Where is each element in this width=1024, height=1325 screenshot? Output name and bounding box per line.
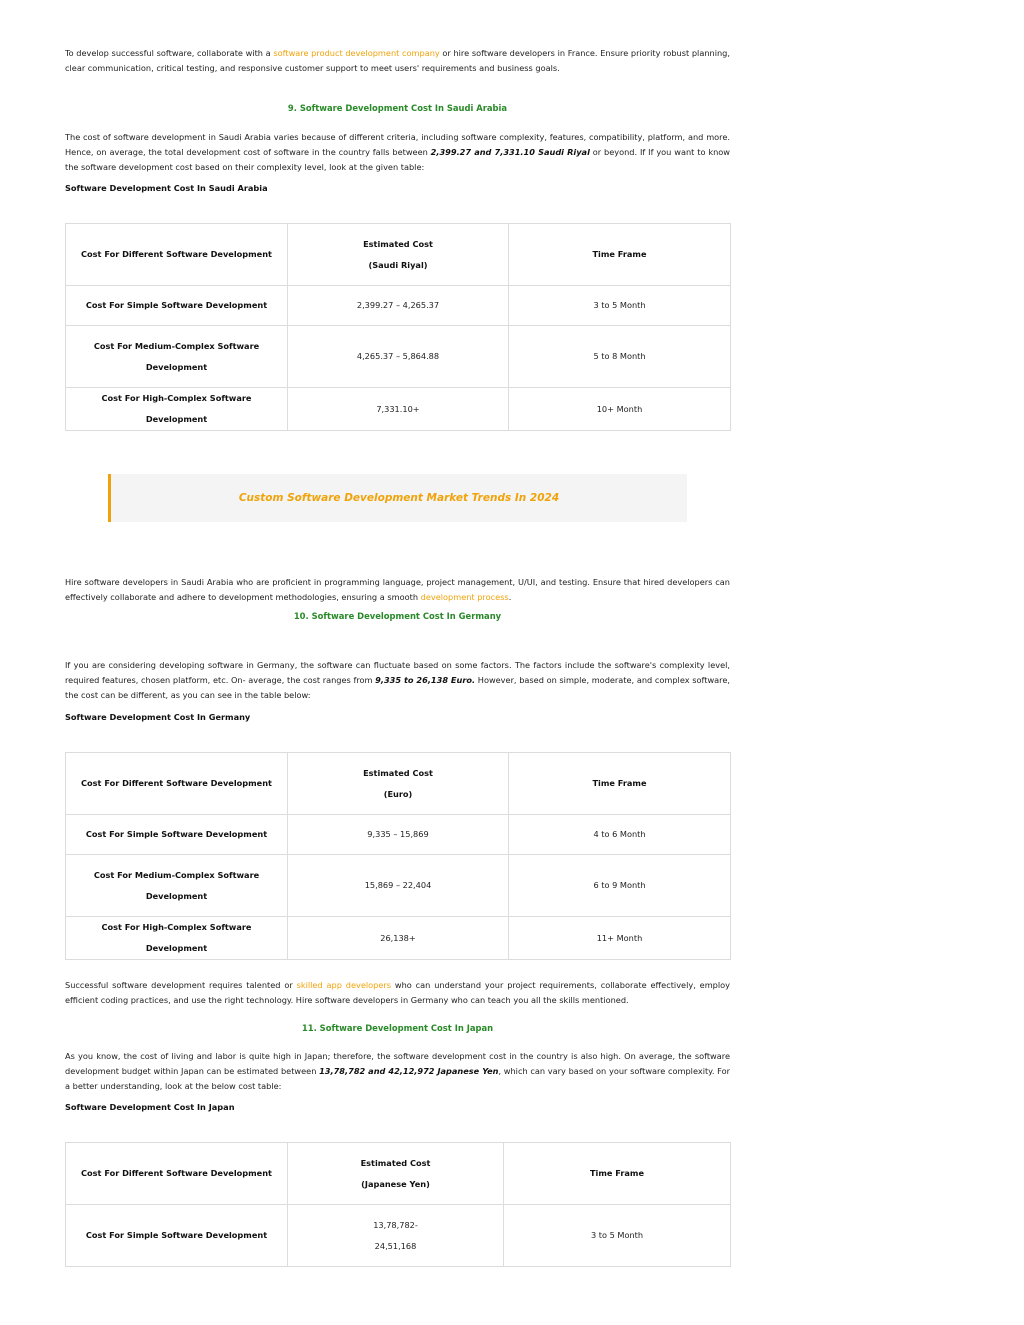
intro-text-1: To develop successful software, collaborate with a (65, 48, 274, 58)
row-time: 11+ Month (509, 917, 731, 960)
germany-cost-table (65, 752, 731, 960)
header-cost-type: Cost For Different Software Development (66, 224, 288, 286)
software-product-development-company-link[interactable]: software product development company (273, 48, 440, 58)
header-estimated-cost: Estimated Cost (Japanese Yen) (288, 1143, 504, 1205)
germany-text-1: If you are considering developing software in Germany, the software can fluctuate based on some factors. The factors include the software's complexity level, required features, chosen platform, etc. On- average, the cost ranges from (65, 660, 730, 686)
intro-text-2: or hire software developers in France. Ensure priority robust planning, clear communication, critical testing, and responsive customer support to meet users' requirements and business goals. (65, 48, 730, 74)
germany-paragraph (65, 658, 730, 704)
market-trends-callout[interactable] (108, 474, 687, 522)
header-time-frame: Time Frame (509, 753, 731, 815)
row-label: Cost For Simple Software Development (66, 815, 288, 855)
japan-table-caption: Software Development Cost In Japan (65, 1102, 235, 1112)
table-header-row (66, 753, 731, 815)
hire-saudi-text-2: . (508, 592, 512, 603)
header-cost-type: Cost For Different Software Development (66, 753, 288, 815)
germany-cost-range: 9,335 to 26,138 Euro. (375, 675, 476, 686)
development-process-link[interactable]: development process (420, 592, 509, 603)
table-row (66, 388, 731, 431)
header-estimated-cost: Estimated Cost (Euro) (288, 753, 509, 815)
saudi-cost-table (65, 223, 731, 431)
saudi-text-1: The cost of software development in Saudi Arabia varies because of different criteria, including software complexity, features, compatibility, platform, and more. Hence, on average, the total development cost of software in the country falls between (65, 132, 730, 158)
header-estimated-cost: Estimated Cost (Saudi Riyal) (288, 224, 509, 286)
japan-cost-table (65, 1142, 731, 1267)
header-cost-type: Cost For Different Software Development (66, 1143, 288, 1205)
row-label: Cost For Medium-Complex Software Development (66, 326, 288, 388)
table-row (66, 326, 731, 388)
saudi-table-caption: Software Development Cost In Saudi Arabia (65, 183, 268, 193)
table-row (66, 917, 731, 960)
hire-germany-text-2: who can understand your project requirements, collaborate effectively, employ efficient coding practices, and use the right technology. Hire software developers in Germany who can teach you all the skills mentioned. (65, 980, 730, 1006)
germany-heading: 10. Software Development Cost In Germany (293, 611, 502, 621)
japan-text-2: , which can vary based on your software complexity. For a better understanding, look at the below cost table: (65, 1066, 730, 1092)
header-time-frame: Time Frame (509, 224, 731, 286)
table-header-row (66, 1143, 731, 1205)
germany-text-2: However, based on simple, moderate, and complex software, the cost can be different, as you can see in the table below: (65, 675, 730, 701)
row-time: 3 to 5 Month (504, 1205, 731, 1267)
row-cost: 13,78,782- 24,51,168 (288, 1205, 504, 1267)
japan-text-1: As you know, the cost of living and labor is quite high in Japan; therefore, the software development cost in the country is also high. On average, the software development budget within Japan can be estimated between (65, 1051, 730, 1077)
row-label: Cost For Medium-Complex Software Development (66, 855, 288, 917)
row-time: 5 to 8 Month (509, 326, 731, 388)
row-time: 10+ Month (509, 388, 731, 431)
row-cost: 26,138+ (288, 917, 509, 960)
saudi-cost-range: 2,399.27 and 7,331.10 Saudi Riyal (430, 147, 590, 158)
table-row (66, 855, 731, 917)
japan-heading: 11. Software Development Cost In Japan (301, 1023, 494, 1033)
row-label: Cost For High-Complex Software Development (66, 388, 288, 431)
japan-paragraph (65, 1049, 730, 1095)
table-row (66, 1205, 731, 1267)
table-row (66, 815, 731, 855)
saudi-text-2: or beyond. If If you want to know the software development cost based on their complexity level, look at the given table: (65, 147, 730, 173)
row-cost: 15,869 – 22,404 (288, 855, 509, 917)
saudi-paragraph (65, 130, 730, 176)
hire-germany-paragraph (65, 978, 730, 1008)
row-cost: 7,331.10+ (288, 388, 509, 431)
row-cost: 4,265.37 – 5,864.88 (288, 326, 509, 388)
table-row (66, 286, 731, 326)
hire-germany-text-1: Successful software development requires talented or (65, 980, 297, 990)
row-time: 3 to 5 Month (509, 286, 731, 326)
saudi-arabia-heading: 9. Software Development Cost In Saudi Arabia (287, 103, 508, 113)
row-label: Cost For High-Complex Software Development (66, 917, 288, 960)
header-time-frame: Time Frame (504, 1143, 731, 1205)
germany-table-caption: Software Development Cost In Germany (65, 712, 251, 722)
skilled-app-developers-link[interactable]: skilled app developers (296, 980, 392, 990)
row-label: Cost For Simple Software Development (66, 286, 288, 326)
row-time: 6 to 9 Month (509, 855, 731, 917)
row-cost: 9,335 – 15,869 (288, 815, 509, 855)
row-label: Cost For Simple Software Development (66, 1205, 288, 1267)
table-header-row (66, 224, 731, 286)
row-time: 4 to 6 Month (509, 815, 731, 855)
hire-saudi-paragraph (65, 575, 730, 605)
hire-saudi-text-1: Hire software developers in Saudi Arabia who are proficient in programming language, project management, U/UI, and testing. Ensure that hired developers can effectively collaborate and adhere to development methodologies, ensuring a smooth (65, 577, 730, 603)
intro-paragraph (65, 46, 730, 76)
row-cost: 2,399.27 – 4,265.37 (288, 286, 509, 326)
japan-cost-range: 13,78,782 and 42,12,972 Japanese Yen (319, 1066, 499, 1077)
market-trends-link[interactable]: Custom Software Development Market Trends In 2024 (238, 492, 560, 504)
